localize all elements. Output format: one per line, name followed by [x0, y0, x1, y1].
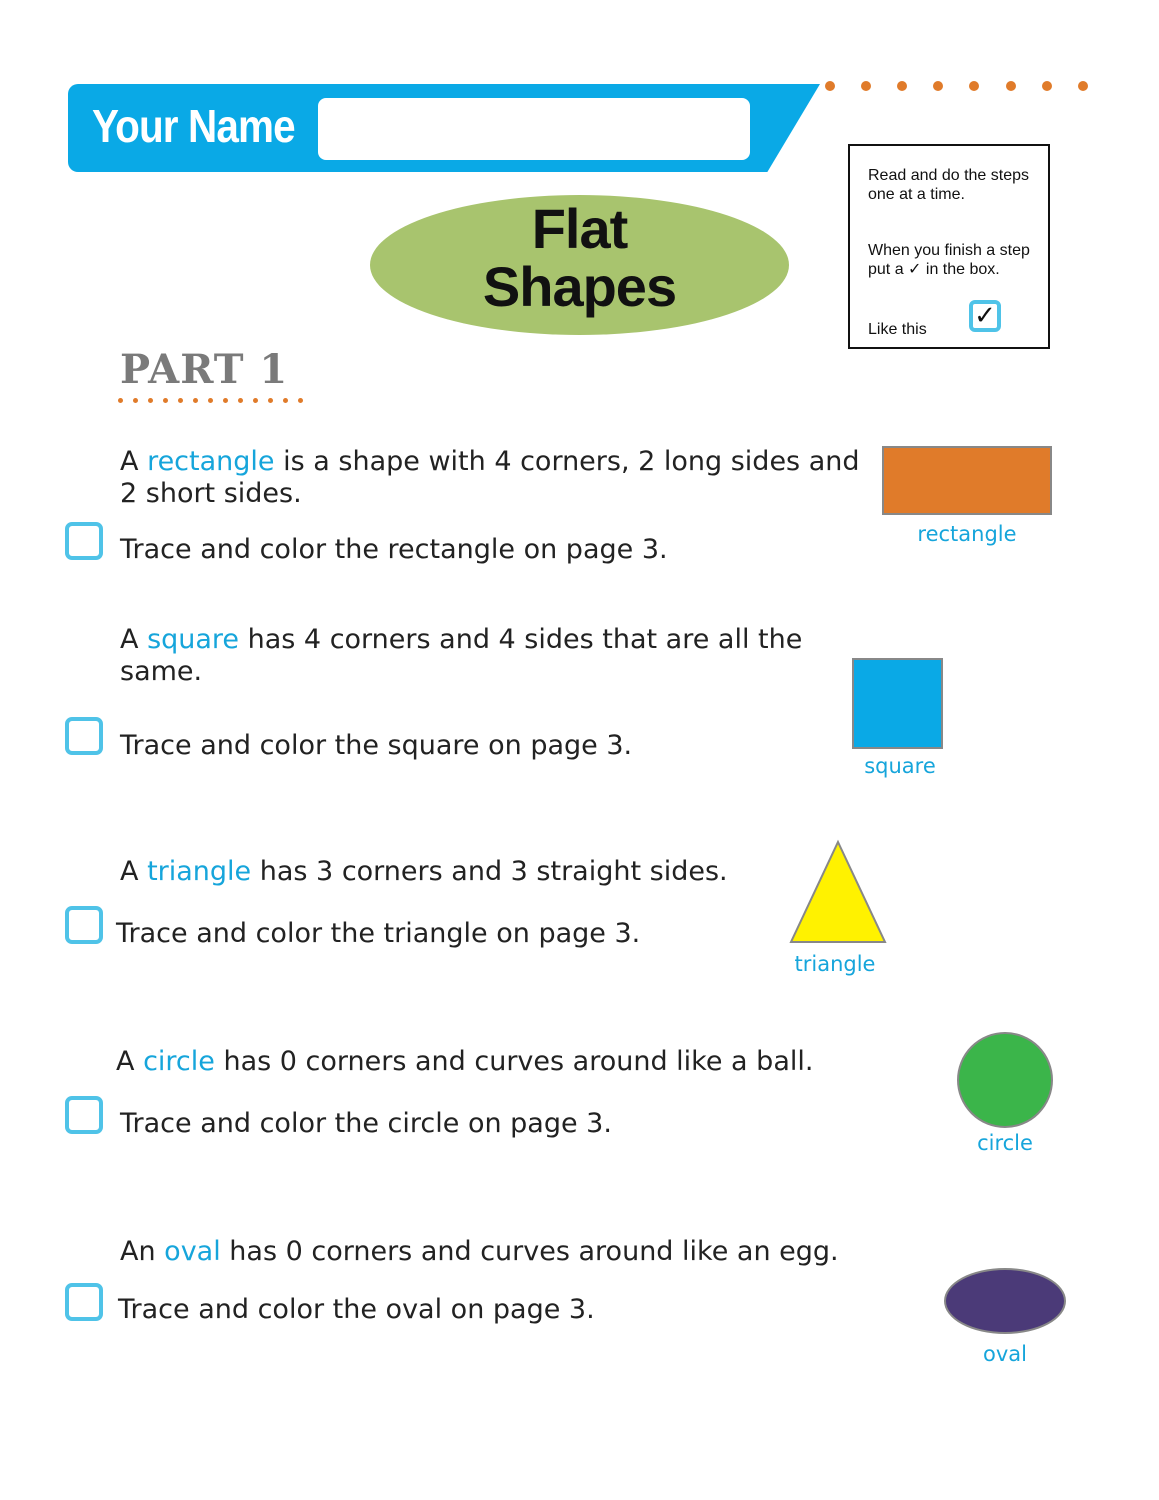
decor-dot — [1078, 81, 1088, 91]
decor-dot — [163, 398, 168, 403]
triangle-shape — [788, 838, 888, 946]
description-text: has 0 corners and curves around like an egg. — [220, 1236, 839, 1267]
decor-dot — [133, 398, 138, 403]
square-shape — [852, 658, 943, 749]
name-label: Your Name — [92, 100, 295, 152]
decor-dot — [253, 398, 258, 403]
checkbox-triangle[interactable] — [65, 906, 103, 944]
description-text: has 3 corners and 3 straight sides. — [251, 856, 728, 887]
description-article: A — [120, 856, 148, 887]
decor-dot — [283, 398, 288, 403]
decor-dot — [178, 398, 183, 403]
rectangle-description — [120, 446, 860, 510]
keyword-triangle: triangle — [147, 856, 252, 887]
checked-box-icon: ✓ — [969, 300, 1001, 332]
circle-shape — [957, 1032, 1053, 1128]
triangle-description — [120, 856, 800, 888]
step-square: Trace and color the square on page 3. — [120, 730, 633, 761]
circle-description — [116, 1046, 906, 1078]
circle-label: circle — [977, 1131, 1033, 1155]
keyword-oval: oval — [164, 1236, 221, 1267]
decor-dot — [825, 81, 835, 91]
keyword-rectangle: rectangle — [147, 446, 275, 477]
step-triangle: Trace and color the triangle on page 3. — [116, 918, 641, 949]
checkbox-oval[interactable] — [65, 1283, 103, 1321]
instructions-text-2b: in the box. — [925, 261, 1000, 278]
decor-dot — [223, 398, 228, 403]
decor-dot — [238, 398, 243, 403]
checkbox-square[interactable] — [65, 717, 103, 755]
keyword-square: square — [147, 624, 240, 655]
keyword-circle: circle — [143, 1046, 215, 1077]
instructions-text-1: Read and do the steps one at a time. — [868, 167, 1030, 203]
oval-shape — [944, 1268, 1066, 1334]
step-circle: Trace and color the circle on page 3. — [120, 1108, 612, 1139]
title-line-1: Flat — [531, 197, 628, 260]
part-title: PART 1 — [120, 346, 289, 393]
decor-dot — [268, 398, 273, 403]
page-title — [370, 197, 789, 318]
decor-dot — [148, 398, 153, 403]
description-article: An — [120, 1236, 165, 1267]
instructions-text-2 — [868, 241, 1040, 279]
oval-label: oval — [983, 1342, 1027, 1366]
instructions-box — [848, 144, 1050, 349]
decor-dot — [193, 398, 198, 403]
checkbox-circle[interactable] — [65, 1096, 103, 1134]
checkbox-rectangle[interactable] — [65, 522, 103, 560]
description-text: has 0 corners and curves around like a ball. — [214, 1046, 814, 1077]
square-label: square — [864, 754, 936, 778]
decor-dot — [1006, 81, 1016, 91]
step-rectangle: Trace and color the rectangle on page 3. — [120, 534, 668, 565]
decor-dot — [208, 398, 213, 403]
decor-dot — [1042, 81, 1052, 91]
check-mark-icon: ✓ — [908, 261, 922, 278]
description-article: A — [120, 446, 148, 477]
triangle-label: triangle — [794, 952, 876, 976]
name-input[interactable] — [318, 98, 750, 160]
decor-dot — [118, 398, 123, 403]
decor-dot — [897, 81, 907, 91]
instructions-text-2a: When you finish a step put a — [868, 242, 1030, 278]
step-oval: Trace and color the oval on page 3. — [118, 1294, 595, 1325]
decor-dot — [969, 81, 979, 91]
rectangle-label: rectangle — [917, 522, 1017, 546]
description-article: A — [120, 624, 148, 655]
title-line-2: Shapes — [482, 255, 677, 318]
decor-dot — [861, 81, 871, 91]
example-label: Like this — [868, 321, 927, 338]
decor-dot — [933, 81, 943, 91]
description-text: is a shape with 4 corners, 2 long sides and 2 short sides. — [120, 446, 860, 509]
description-article: A — [116, 1046, 144, 1077]
rectangle-shape — [882, 446, 1052, 515]
decor-dot — [298, 398, 303, 403]
oval-description — [120, 1236, 930, 1268]
description-text: has 4 corners and 4 sides that are all the same. — [120, 624, 803, 687]
square-description — [120, 624, 820, 688]
